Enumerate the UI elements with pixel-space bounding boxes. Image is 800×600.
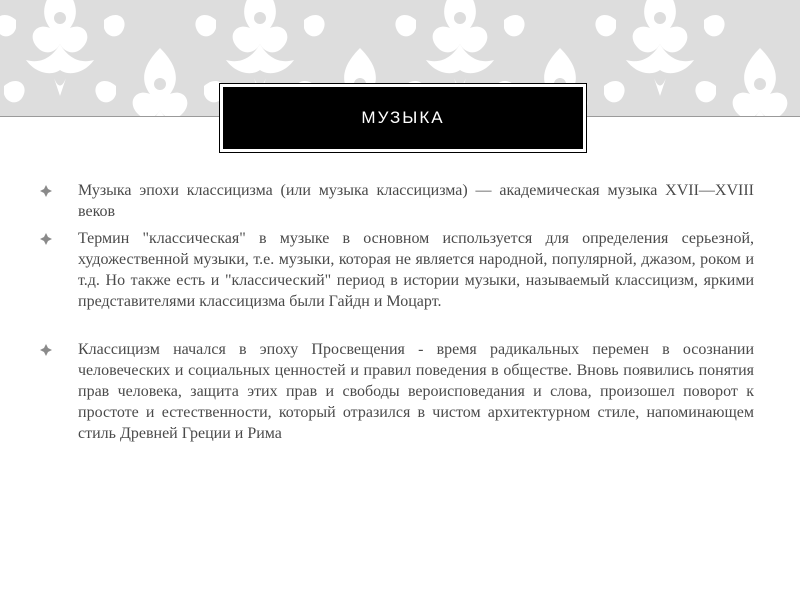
diamond-bullet-icon <box>40 185 52 197</box>
bullet-list <box>78 180 754 450</box>
title-box <box>220 84 586 152</box>
diamond-bullet-icon <box>40 344 52 356</box>
bullet-text: Классицизм начался в эпоху Просвещения - время радикальных перемен в осознании человеческих и социальных ценностей и правил поведения в обществе. Вновь появились понятия прав человека, защита этих прав и свободы вероисповедания и слова, произошел поворот к простоте и естественности, который отразился в чистом архитектурном стиле, напоминающем стиль Древней Греции и Рима <box>78 341 754 442</box>
bullet-item <box>78 228 754 312</box>
diamond-bullet-icon <box>40 233 52 245</box>
bullet-item <box>78 339 754 444</box>
slide-title: МУЗЫКА <box>361 108 445 127</box>
bullet-text: Термин "классическая" в музыке в основном используется для определения серьезной, художественной музыки, т.е. музыки, которая не является народной, популярной, джазом, роком и т.д. Но также есть и "классический" период в истории музыки, называемый классицизм, яркими представителями классицизма были Гайдн и Моцарт. <box>78 230 754 310</box>
bullet-item <box>78 180 754 222</box>
bullet-text: Музыка эпохи классицизма (или музыка классицизма) — академическая музыка XVII—XVIII веков <box>78 182 754 220</box>
